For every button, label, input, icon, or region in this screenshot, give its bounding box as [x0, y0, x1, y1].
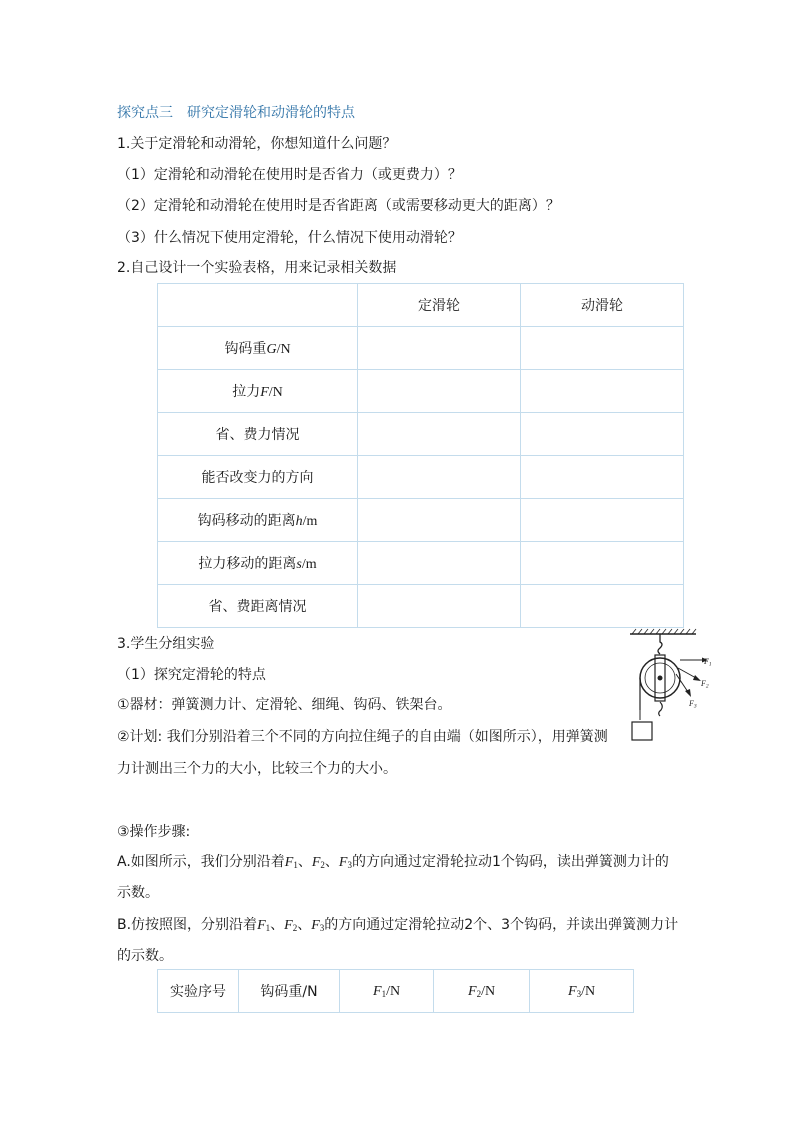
table-row	[158, 413, 684, 456]
table-row	[158, 499, 684, 542]
header-f1: $F_1/N$	[340, 970, 434, 1013]
table-header-fixed-pulley: 定滑轮	[358, 284, 521, 327]
pulley-axle	[658, 676, 663, 681]
header-f3: $F_3/N$	[530, 970, 634, 1013]
bottom-hook	[659, 702, 663, 716]
question-2-title: 2.自己设计一个实验表格，用来记录相关数据	[117, 260, 397, 276]
question-1-item-1: （1）定滑轮和动滑轮在使用时是否省力（或更费力）？	[117, 167, 462, 183]
input-cell[interactable]	[358, 456, 521, 499]
input-cell[interactable]	[358, 327, 521, 370]
plan-line-2: 力计测出三个力的大小，比较三个力的大小。	[117, 761, 397, 777]
input-cell[interactable]	[521, 585, 684, 628]
input-cell[interactable]	[358, 542, 521, 585]
question-3-title: 3.学生分组实验	[117, 636, 215, 652]
table-row	[158, 456, 684, 499]
input-cell[interactable]	[358, 585, 521, 628]
header-weight: 钩码重/N	[239, 970, 340, 1013]
label-f1: F1	[704, 657, 712, 668]
input-cell[interactable]	[521, 413, 684, 456]
equipment-line: ①器材：弹簧测力计、定滑轮、细绳、钩码、铁架台。	[117, 697, 452, 713]
force-f3-arrowhead	[685, 689, 691, 697]
header-experiment-number: 实验序号	[158, 970, 239, 1013]
label-f3: F3	[689, 699, 697, 710]
table-header-cell	[158, 284, 358, 327]
row-label: 省、费力情况	[158, 413, 358, 456]
weight-block	[632, 722, 652, 740]
row-label: 能否改变力的方向	[158, 456, 358, 499]
table-row	[158, 327, 684, 370]
row-label: 拉力移动的距离s/m	[158, 542, 358, 585]
input-cell[interactable]	[521, 499, 684, 542]
input-cell[interactable]	[521, 327, 684, 370]
step-a-line-2: 示数。	[117, 885, 159, 901]
step-a-line-1: A.如图所示，我们分别沿着$F_1$、$F_2$、$F_3$的方向通过定滑轮拉动1个钩码，读出弹簧测力计的	[117, 854, 669, 870]
question-1-item-2: （2）定滑轮和动滑轮在使用时是否省距离（或需要移动更大的距离）？	[117, 198, 560, 214]
input-cell[interactable]	[521, 456, 684, 499]
input-cell[interactable]	[358, 499, 521, 542]
steps-title: ③操作步骤:	[117, 824, 191, 840]
header-f2: $F_2/N$	[434, 970, 530, 1013]
row-label: 钩码重G/N	[158, 327, 358, 370]
plan-line-1: ②计划: 我们分别沿着三个不同的方向拉住绳子的自由端（如图所示），用弹簧测	[117, 729, 608, 745]
question-1-item-3: （3）什么情况下使用定滑轮，什么情况下使用动滑轮？	[117, 230, 462, 246]
table-row	[158, 370, 684, 413]
sub-section-1: （1）探究定滑轮的特点	[117, 667, 266, 683]
fixed-pulley-diagram	[628, 628, 718, 746]
input-cell[interactable]	[358, 370, 521, 413]
ceiling-hatching	[632, 629, 696, 634]
input-cell[interactable]	[521, 542, 684, 585]
row-label: 省、费距离情况	[158, 585, 358, 628]
step-b-line-1: B.仿按照图，分别沿着$F_1$、$F_2$、$F_3$的方向通过定滑轮拉动2个、3个钩码，并读出弹簧测力计	[117, 917, 679, 933]
label-f2: F2	[701, 679, 709, 690]
step-b-line-2: 的示数。	[117, 948, 173, 964]
force-f3-arrow	[676, 674, 688, 692]
force-f2-arrow	[678, 668, 696, 678]
table-header-row	[158, 970, 634, 1013]
table-row	[158, 542, 684, 585]
top-hook	[658, 634, 662, 654]
row-label: 拉力F/N	[158, 370, 358, 413]
force-f2-arrowhead	[693, 675, 701, 681]
table-header-row	[158, 284, 684, 327]
table-header-movable-pulley: 动滑轮	[521, 284, 684, 327]
input-cell[interactable]	[358, 413, 521, 456]
input-cell[interactable]	[521, 370, 684, 413]
table-row	[158, 585, 684, 628]
experiment-record-table	[157, 969, 634, 1013]
row-label: 钩码移动的距离h/m	[158, 499, 358, 542]
section-heading: 探究点三 研究定滑轮和动滑轮的特点	[117, 105, 355, 121]
pulley-data-table	[157, 283, 684, 628]
question-1-title: 1.关于定滑轮和动滑轮，你想知道什么问题？	[117, 136, 397, 152]
